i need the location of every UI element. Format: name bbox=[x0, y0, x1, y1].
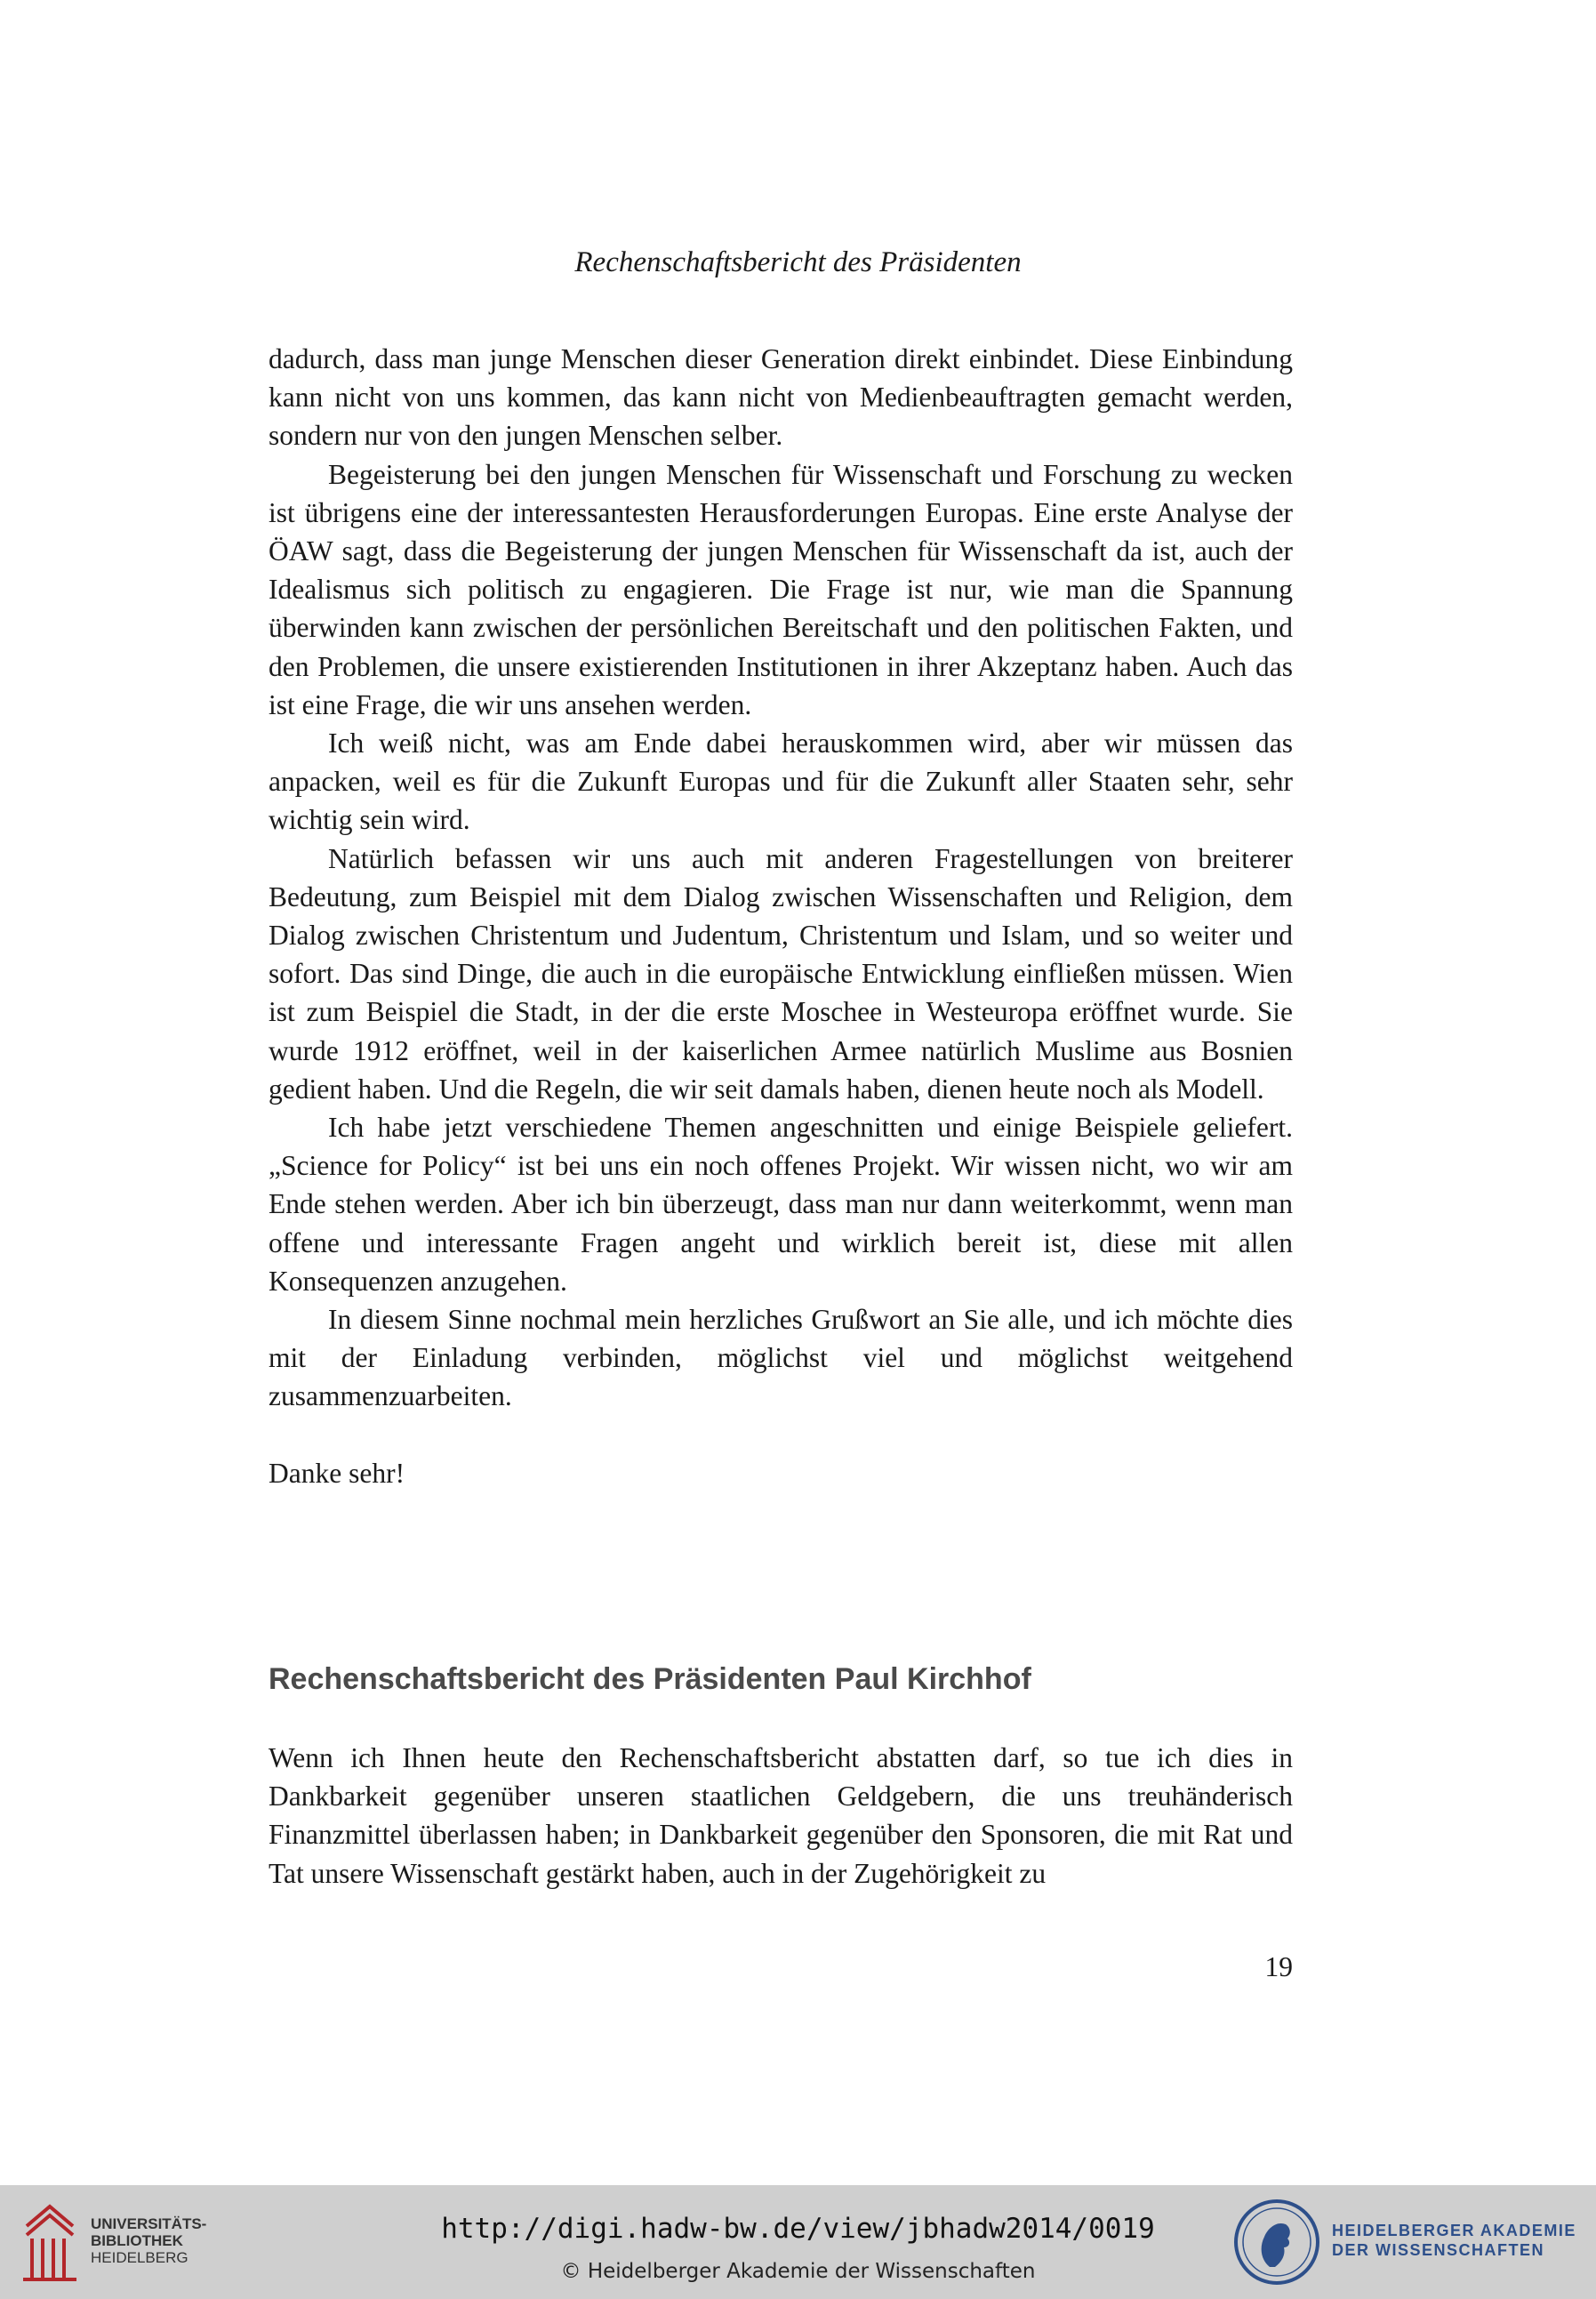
section-heading: Rechenschaftsbericht des Präsidenten Paul Kirchhof bbox=[269, 1662, 1031, 1696]
running-head: Rechenschaftsbericht des Präsidenten bbox=[574, 246, 1022, 278]
footer-bar bbox=[0, 2185, 1596, 2299]
page-number: 19 bbox=[1264, 1951, 1293, 1982]
paragraph: Ich weiß nicht, was am Ende dabei herauskommen wird, aber wir müssen das anpacken, weil es für die Zukunft Europas und für die Zukunft aller Staaten sehr, sehr wichtig sein wird. bbox=[269, 727, 1293, 836]
body-text-upper bbox=[269, 340, 1293, 1492]
permalink[interactable]: http://digi.hadw-bw.de/view/jbhadw2014/0019 bbox=[441, 2213, 1155, 2245]
academy-seal-icon bbox=[1232, 2198, 1321, 2287]
paragraph: In diesem Sinne nochmal mein herzliches Grußwort an Sie alle, und ich möchte dies mit der Einladung verbinden, möglichst viel und möglichst weitgehend zusammenzuarbeiten. bbox=[269, 1304, 1293, 1412]
paragraph: Begeisterung bei den jungen Menschen für Wissenschaft und Forschung zu wecken ist übrigens eine der interessantesten Herausforderungen Europas. Eine erste Analyse der ÖAW sagt, dass die Begeisterung der jungen Menschen für Wissenschaft da ist, auch der Idealismus sich politisch zu engagieren. Die Frage ist nur, wie man die Spannung überwinden kann zwischen der persönlichen Bereitschaft und den politischen Fakten, und den Problemen, die unsere existierenden Institutionen in ihrer Akzeptanz haben. Auch das ist eine Frage, die wir uns ansehen werden. bbox=[269, 458, 1293, 720]
body-text-lower bbox=[269, 1739, 1293, 1893]
copyright-notice: © Heidelberger Akademie der Wissenschaften bbox=[560, 2260, 1036, 2283]
closing-line: Danke sehr! bbox=[269, 1457, 405, 1489]
paragraph: Wenn ich Ihnen heute den Rechenschaftsbericht abstatten darf, so tue ich dies in Dankbarkeit gegenüber unseren staatlichen Geldgebern, die uns treuhänderisch Finanzmittel überlassen haben; in Dankbarkeit gegenüber den Sponsoren, die mit Rat und Tat unsere Wissenschaft gestärkt haben, auch in der Zugehörigkeit zu bbox=[269, 1742, 1293, 1889]
paragraph: dadurch, dass man junge Menschen dieser Generation direkt einbindet. Diese Einbindung kann nicht von uns kommen, das kann nicht von Medienbeauftragten gemacht werden, sondern nur von den jungen Menschen selber. bbox=[269, 343, 1293, 452]
library-logo-text: UNIVERSITÄTS- BIBLIOTHEK HEIDELBERG bbox=[91, 2215, 207, 2266]
academy-logo-text: HEIDELBERGER AKADEMIE DER WISSENSCHAFTEN bbox=[1332, 2222, 1576, 2259]
paragraph: Natürlich befassen wir uns auch mit anderen Fragestellungen von breiterer Bedeutung, zum Beispiel mit dem Dialog zwischen Wissenschaften und Religion, dem Dialog zwischen Christentum und Judentum, Christentum und Islam, und so weiter und sofort. Das sind Dinge, die auch in die europäische Entwicklung einfließen müssen. Wien ist zum Beispiel die Stadt, in der die erste Moschee in Westeuropa eröffnet wurde. Sie wurde 1912 eröffnet, weil in der kaiserlichen Armee natürlich Muslime aus Bosnien gedient haben. Und die Regeln, die wir seit damals haben, dienen heute noch als Modell. bbox=[269, 842, 1293, 1105]
paragraph: Ich habe jetzt verschiedene Themen angeschnitten und einige Beispiele geliefert. „Science for Policy“ ist bei uns ein noch offenes Projekt. Wir wissen nicht, wo wir am Ende stehen werden. Aber ich bin überzeugt, dass man nur dann weiterkommt, wenn man offene und interessante Fragen angeht und wirklich bereit ist, diese mit allen Konsequenzen anzugehen. bbox=[269, 1112, 1293, 1297]
